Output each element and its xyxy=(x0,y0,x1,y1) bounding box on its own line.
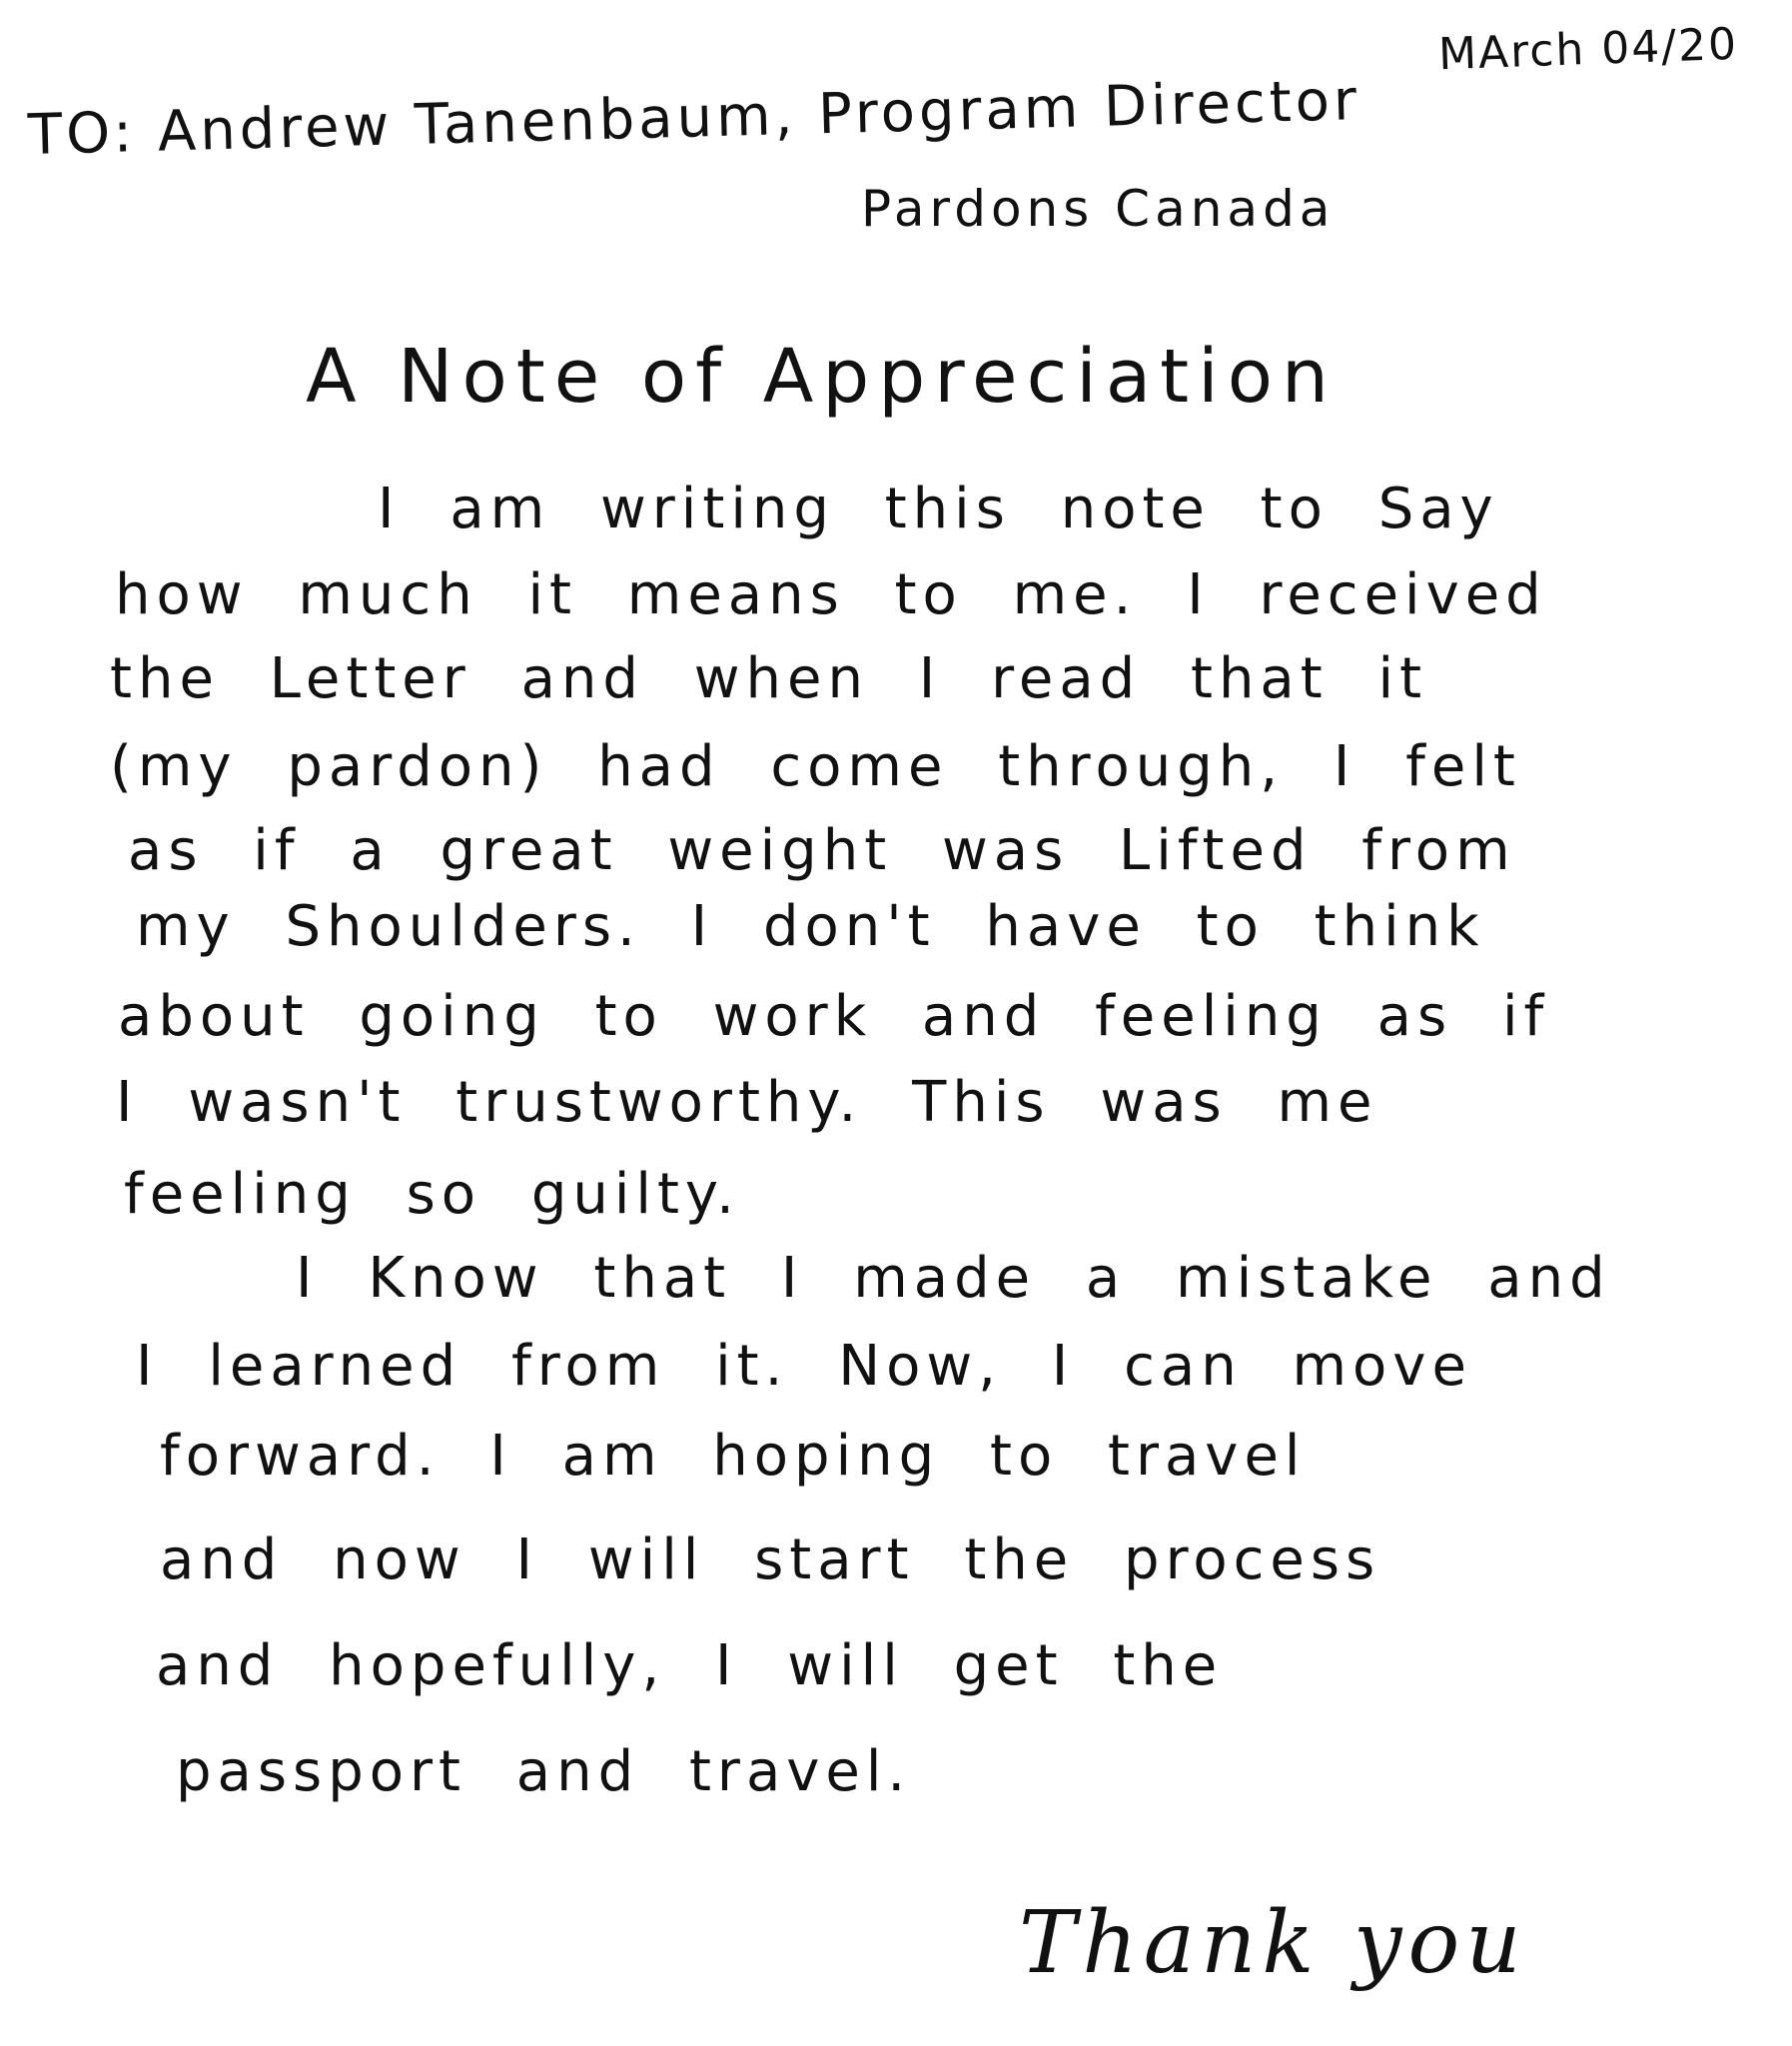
body-line: I learned from it. Now, I can move xyxy=(136,1334,1472,1399)
body-line: passport and travel. xyxy=(176,1739,912,1804)
body-line: I Know that I made a mistake and xyxy=(296,1246,1611,1311)
body-line: and hopefully, I will get the xyxy=(156,1633,1224,1698)
body-line: (my pardon) had come through, I felt xyxy=(110,734,1521,799)
body-line: I wasn't trustworthy. This was me xyxy=(116,1070,1378,1135)
body-line: as if a great weight was Lifted from xyxy=(128,818,1516,883)
body-line: forward. I am hoping to travel xyxy=(160,1424,1307,1489)
body-line: about going to work and feeling as if xyxy=(118,984,1550,1049)
body-line: feeling so guilty. xyxy=(124,1162,740,1227)
body-line: and now I will start the process xyxy=(160,1528,1381,1592)
letter-date: MArch 04/20 xyxy=(1437,18,1739,81)
body-line: I am writing this note to Say xyxy=(378,477,1499,541)
recipient-line: TO: Andrew Tanenbaum, Program Director xyxy=(27,68,1361,168)
recipient-organization: Pardons Canada xyxy=(861,180,1336,238)
body-line: the Letter and when I read that it xyxy=(110,646,1428,711)
letter-signoff: Thank you xyxy=(1019,1893,1527,1993)
letter-title: A Note of Appreciation xyxy=(306,334,1338,420)
body-line: my Shoulders. I don't have to think xyxy=(136,894,1485,959)
body-line: how much it means to me. I received xyxy=(115,562,1547,627)
